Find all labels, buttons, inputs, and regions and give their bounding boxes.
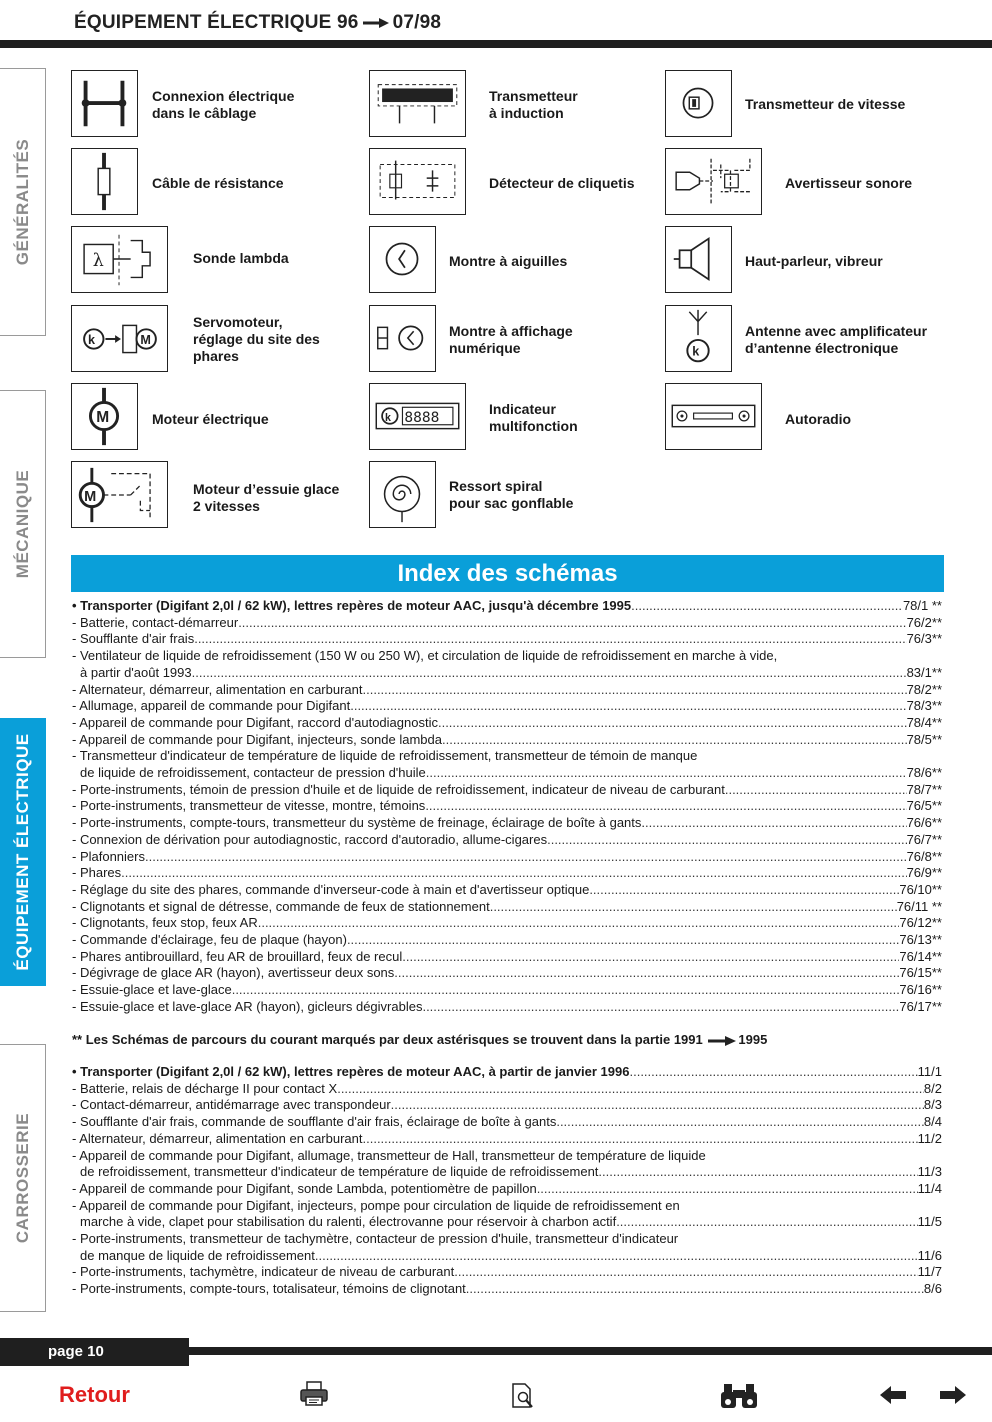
index-entry[interactable] bbox=[72, 1214, 942, 1231]
index-entry[interactable] bbox=[72, 598, 942, 615]
tab-carrosserie[interactable] bbox=[0, 1044, 46, 1312]
tab-label: GÉNÉRALITÉS bbox=[12, 138, 32, 266]
entry-page-ref: 76/11 ** bbox=[896, 898, 942, 914]
index-entry[interactable]: - Ventilateur de liquide de refroidissement (150 W ou 250 W), et circulation de liquide de refroidissement en marche à vide, bbox=[72, 648, 778, 664]
index-entry[interactable]: - Appareil de commande pour Digifant, injecteurs, pompe pour circulation de liquide de refroidissement en bbox=[72, 1197, 680, 1213]
dot-leader bbox=[556, 1114, 924, 1131]
entry-page-ref: 76/9** bbox=[906, 865, 942, 881]
resistor-icon bbox=[71, 148, 138, 215]
entry-title: - Allumage, appareil de commande pour Digifant bbox=[72, 698, 351, 714]
svg-text:8888: 8888 bbox=[404, 408, 440, 426]
zoom-page-icon[interactable] bbox=[510, 1382, 536, 1410]
index-entry[interactable]: - Appareil de commande pour Digifant, allumage, transmetteur de Hall, transmetteur de température de liquide bbox=[72, 1147, 706, 1163]
entry-title: • Transporter (Digifant 2,0l / 62 kW), lettres repères de moteur AAC, à partir de janvier 1996 bbox=[72, 1064, 630, 1079]
dot-leader bbox=[547, 832, 906, 849]
entry-page-ref: 78/3** bbox=[906, 698, 942, 714]
dot-leader bbox=[121, 865, 906, 882]
car-radio-icon bbox=[665, 383, 762, 450]
binoculars-search-icon[interactable] bbox=[720, 1380, 758, 1410]
entry-page-ref: 76/15** bbox=[899, 965, 942, 981]
tab-mecanique[interactable] bbox=[0, 390, 46, 658]
dot-leader bbox=[616, 1214, 917, 1231]
tab-label: MÉCANIQUE bbox=[12, 469, 32, 579]
dot-leader bbox=[598, 1164, 917, 1181]
entry-title: - Appareil de commande pour Digifant, sonde Lambda, potentiomètre de papillon bbox=[72, 1180, 537, 1196]
symbol-label: Détecteur de cliquetis bbox=[489, 175, 635, 191]
dot-leader bbox=[454, 1264, 917, 1281]
svg-text:k: k bbox=[385, 411, 391, 424]
entry-page-ref: 76/6** bbox=[906, 815, 942, 831]
entry-title: - Alternateur, démarreur, alimentation en carburant bbox=[72, 1130, 363, 1146]
dot-leader bbox=[402, 949, 899, 966]
wiper-motor-icon bbox=[71, 461, 168, 528]
page-header bbox=[74, 12, 441, 34]
index-entry[interactable] bbox=[72, 849, 942, 866]
arrow-right-nav-icon[interactable] bbox=[938, 1384, 968, 1406]
index-entry[interactable] bbox=[72, 982, 942, 999]
entry-title: - Alternateur, démarreur, alimentation en carburant bbox=[72, 681, 363, 697]
dot-leader bbox=[238, 615, 906, 632]
entry-page-ref: 8/6 bbox=[923, 1281, 942, 1297]
entry-title: - Appareil de commande pour Digifant, injecteurs, sonde lambda bbox=[72, 731, 442, 747]
entry-page-ref: 8/4 bbox=[923, 1114, 942, 1130]
entry-page-ref: 76/3** bbox=[906, 631, 942, 647]
index-entry[interactable] bbox=[72, 765, 942, 782]
lambda-probe-icon bbox=[71, 226, 168, 293]
index-entry[interactable] bbox=[72, 698, 942, 715]
symbol-label: Câble de résistance bbox=[152, 175, 284, 191]
dot-leader bbox=[490, 899, 897, 916]
svg-text:M: M bbox=[96, 408, 110, 426]
arrow-left-icon[interactable] bbox=[878, 1384, 908, 1406]
entry-page-ref: 11/7 bbox=[917, 1264, 942, 1280]
dot-leader bbox=[315, 1248, 918, 1265]
symbol-label: Ressort spiral pour sac gonflable bbox=[449, 478, 574, 511]
dot-leader bbox=[363, 1131, 918, 1148]
entry-page-ref: 76/14** bbox=[899, 948, 942, 964]
entry-title: - Porte-instruments, compte-tours, transmetteur du système de freinage, éclairage de boîte à gants. bbox=[72, 815, 646, 831]
spiral-spring-icon bbox=[369, 461, 436, 528]
arrow-right-icon bbox=[361, 16, 391, 30]
knock-sensor-icon bbox=[369, 148, 466, 215]
entry-page-ref: 78/2** bbox=[906, 681, 942, 697]
multifunction-indicator-icon bbox=[369, 383, 466, 450]
index-entry[interactable] bbox=[72, 665, 942, 682]
entry-page-ref: 76/16** bbox=[899, 982, 942, 998]
entry-page-ref: 76/13** bbox=[899, 932, 942, 948]
symbol-label: Montre à affichage numérique bbox=[449, 323, 573, 356]
entry-title: - Essuie-glace et lave-glace AR (hayon), gicleurs dégivrables bbox=[72, 998, 423, 1014]
symbol-label: Sonde lambda bbox=[193, 250, 289, 266]
dot-leader bbox=[363, 682, 907, 699]
dot-leader bbox=[438, 715, 907, 732]
index-entry[interactable]: - Transmetteur d'indicateur de température de liquide de refroidissement, transmetteur de témoin de manque bbox=[72, 748, 698, 764]
dot-leader bbox=[631, 598, 903, 615]
dot-leader bbox=[145, 849, 907, 866]
entry-page-ref: 76/7** bbox=[906, 831, 942, 847]
entry-title: - Soufflante d'air frais bbox=[72, 631, 195, 647]
tab-generalites[interactable] bbox=[0, 68, 46, 336]
entry-title: - Plafonniers bbox=[72, 848, 145, 864]
index-section-2 bbox=[72, 1064, 942, 1298]
induction-sender-icon bbox=[369, 70, 466, 137]
entry-page-ref: 76/8** bbox=[906, 848, 942, 864]
entry-title: - Phares antibrouillard, feu AR de brouillard, feux de recul bbox=[72, 948, 403, 964]
footnote-text: ** Les Schémas de parcours du courant marqués par deux astérisques se trouvent dans la partie 1991 bbox=[72, 1032, 703, 1047]
dot-leader bbox=[426, 765, 907, 782]
index-entry[interactable] bbox=[72, 732, 942, 749]
entry-page-ref: 11/2 bbox=[917, 1130, 942, 1146]
entry-page-ref: 78/5** bbox=[906, 731, 942, 747]
dot-leader bbox=[337, 1081, 924, 1098]
entry-page-ref: 8/3 bbox=[923, 1097, 942, 1113]
symbol-label: Haut-parleur, vibreur bbox=[745, 253, 883, 269]
page-number: page 10 bbox=[0, 1338, 189, 1366]
index-entry[interactable] bbox=[72, 1064, 942, 1081]
analog-clock-icon bbox=[369, 226, 436, 293]
entry-page-ref: 76/5** bbox=[906, 798, 942, 814]
symbol-label: Transmetteur de vitesse bbox=[745, 96, 906, 112]
entry-title: - Batterie, relais de décharge II pour contact X bbox=[72, 1080, 338, 1096]
index-entry[interactable] bbox=[72, 915, 942, 932]
footnote bbox=[72, 1032, 767, 1047]
index-entry[interactable] bbox=[72, 1164, 942, 1181]
entry-title: • Transporter (Digifant 2,0l / 62 kW), lettres repères de moteur AAC, jusqu'à décembre 1995 bbox=[72, 598, 632, 613]
tab-label: CARROSSERIE bbox=[12, 1112, 32, 1244]
index-entry[interactable] bbox=[72, 815, 942, 832]
antenna-amplifier-icon bbox=[665, 305, 732, 372]
symbol-label: Avertisseur sonore bbox=[785, 175, 913, 191]
symbol-label: Indicateur multifonction bbox=[489, 401, 578, 434]
index-entry[interactable] bbox=[72, 882, 942, 899]
entry-title: - Réglage du site des phares, commande d'inverseur-code à main et d'avertisseur optique bbox=[72, 881, 590, 897]
index-entry[interactable] bbox=[72, 1114, 942, 1131]
dot-leader bbox=[442, 732, 907, 749]
entry-page-ref: 11/6 bbox=[917, 1247, 942, 1263]
entry-title: - Batterie, contact-démarreur bbox=[72, 614, 239, 630]
symbol-label: Moteur électrique bbox=[152, 411, 269, 427]
index-entry[interactable] bbox=[72, 682, 942, 699]
dot-leader bbox=[645, 815, 907, 832]
dot-leader bbox=[192, 665, 907, 682]
entry-title: - Porte-instruments, tachymètre, indicateur de niveau de carburant bbox=[72, 1264, 455, 1280]
dot-leader bbox=[258, 915, 900, 932]
tab-equipement-electrique[interactable] bbox=[0, 718, 46, 986]
entry-title: de liquide de refroidissement, contacteur de pression d'huile bbox=[80, 765, 426, 781]
entry-page-ref: 76/10** bbox=[899, 881, 942, 897]
svg-text:λ: λ bbox=[92, 250, 104, 271]
index-entry[interactable] bbox=[72, 1248, 942, 1265]
symbol-label: Montre à aiguilles bbox=[449, 253, 568, 269]
connection-symbol-icon bbox=[71, 70, 138, 137]
electric-motor-icon bbox=[71, 383, 138, 450]
entry-page-ref: 76/17** bbox=[899, 998, 942, 1014]
entry-page-ref: 78/1 ** bbox=[902, 598, 942, 613]
entry-page-ref: 78/7** bbox=[906, 781, 942, 797]
dot-leader bbox=[589, 882, 899, 899]
horn-icon bbox=[665, 148, 762, 215]
entry-title: - Soufflante d'air frais, commande de soufflante d'air frais, éclairage de boîte à gants bbox=[72, 1114, 557, 1130]
index-entry[interactable] bbox=[72, 899, 942, 916]
speaker-icon bbox=[665, 226, 732, 293]
symbol-label: Antenne avec amplificateur d’antenne électronique bbox=[745, 323, 928, 356]
entry-page-ref: 76/2** bbox=[906, 614, 942, 630]
svg-text:M: M bbox=[84, 488, 97, 505]
speed-sender-icon bbox=[665, 70, 732, 137]
arrow-right-icon bbox=[706, 1035, 738, 1047]
entry-title: marche à vide, clapet pour stabilisation du ralenti, électrovanne pour réservoir à charbon actif bbox=[80, 1214, 617, 1230]
dot-leader bbox=[466, 1281, 924, 1298]
dot-leader bbox=[725, 782, 907, 799]
index-title: Index des schémas bbox=[71, 555, 944, 592]
entry-title: - Clignotants, feux stop, feux AR bbox=[72, 915, 258, 931]
dot-leader bbox=[629, 1064, 917, 1081]
index-entry[interactable] bbox=[72, 1264, 942, 1281]
symbol-label: Connexion électrique dans le câblage bbox=[152, 88, 295, 121]
entry-title: - Connexion de dérivation pour autodiagnostic, raccord d'autoradio, allume-cigares bbox=[72, 831, 548, 847]
index-entry[interactable] bbox=[72, 715, 942, 732]
entry-title: - Porte-instruments, compte-tours, totalisateur, témoins de clignotant bbox=[72, 1281, 466, 1297]
index-entry[interactable] bbox=[72, 631, 942, 648]
entry-title: - Essuie-glace et lave-glace bbox=[72, 982, 232, 998]
svg-text:M: M bbox=[140, 332, 151, 347]
entry-page-ref: 76/12** bbox=[899, 915, 942, 931]
svg-text:k: k bbox=[87, 332, 95, 347]
index-entry[interactable]: - Porte-instruments, transmetteur de tachymètre, contacteur de pression d'huile, transmetteur d'indicateur bbox=[72, 1231, 679, 1247]
dot-leader bbox=[350, 698, 906, 715]
entry-page-ref: 78/6** bbox=[906, 765, 942, 781]
index-entry[interactable] bbox=[72, 832, 942, 849]
svg-text:k: k bbox=[692, 344, 700, 359]
entry-page-ref: 83/1** bbox=[906, 664, 942, 680]
symbol-label: Transmetteur à induction bbox=[489, 88, 578, 121]
entry-title: - Porte-instruments, transmetteur de vitesse, montre, témoins bbox=[72, 798, 426, 814]
index-entry[interactable] bbox=[72, 1281, 942, 1298]
entry-title: - Contact-démarreur, antidémarrage avec transpondeur bbox=[72, 1097, 391, 1113]
entry-title: - Porte-instruments, témoin de pression d'huile et de liquide de refroidissement, indicateur de niveau de carburant bbox=[72, 781, 725, 797]
index-entry[interactable] bbox=[72, 999, 942, 1016]
dot-leader bbox=[394, 965, 899, 982]
entry-title: - Dégivrage de glace AR (hayon), avertisseur deux sons bbox=[72, 965, 395, 981]
index-entry[interactable] bbox=[72, 865, 942, 882]
index-entry[interactable] bbox=[72, 965, 942, 982]
dot-leader bbox=[194, 631, 906, 648]
digital-clock-icon bbox=[369, 305, 436, 372]
tab-label: ÉQUIPEMENT ÉLECTRIQUE bbox=[12, 733, 32, 971]
header-title-right: 07/98 bbox=[392, 12, 442, 33]
index-entry[interactable] bbox=[72, 1097, 942, 1114]
entry-page-ref: 11/5 bbox=[917, 1214, 942, 1230]
printer-icon[interactable] bbox=[298, 1380, 330, 1408]
entry-title: de manque de liquide de refroidissement bbox=[80, 1247, 315, 1263]
index-entry[interactable] bbox=[72, 615, 942, 632]
symbol-label: Servomoteur, réglage du site des phares bbox=[193, 314, 320, 364]
index-entry[interactable] bbox=[72, 1131, 942, 1148]
retour-link[interactable]: Retour bbox=[59, 1382, 130, 1407]
entry-title: à partir d'août 1993 bbox=[80, 664, 192, 680]
entry-page-ref: 11/1 bbox=[917, 1064, 942, 1079]
index-entry[interactable] bbox=[72, 1081, 942, 1098]
entry-page-ref: 11/3 bbox=[917, 1164, 942, 1180]
entry-page-ref: 11/4 bbox=[917, 1180, 942, 1196]
entry-page-ref: 78/4** bbox=[906, 714, 942, 730]
dot-leader bbox=[422, 999, 899, 1016]
symbol-label: Moteur d’essuie glace 2 vitesses bbox=[193, 481, 340, 514]
index-entry[interactable] bbox=[72, 932, 942, 949]
index-entry[interactable] bbox=[72, 1181, 942, 1198]
index-entry[interactable] bbox=[72, 798, 942, 815]
entry-title: - Commande d'éclairage, feu de plaque (hayon) bbox=[72, 932, 347, 948]
dot-leader bbox=[537, 1181, 918, 1198]
entry-title: - Phares bbox=[72, 865, 122, 881]
servomotor-icon bbox=[71, 305, 168, 372]
entry-title: - Clignotants et signal de détresse, commande de feux de stationnement bbox=[72, 898, 490, 914]
dot-leader bbox=[391, 1097, 924, 1114]
top-rule bbox=[0, 40, 992, 48]
index-entry[interactable] bbox=[72, 782, 942, 799]
dot-leader bbox=[347, 932, 899, 949]
entry-title: - Appareil de commande pour Digifant, raccord d'autodiagnostic bbox=[72, 714, 438, 730]
index-entry[interactable] bbox=[72, 949, 942, 966]
dot-leader bbox=[232, 982, 900, 999]
symbol-label: Autoradio bbox=[785, 411, 852, 427]
dot-leader bbox=[425, 798, 906, 815]
entry-page-ref: 8/2 bbox=[923, 1080, 942, 1096]
footnote-year: 1995 bbox=[738, 1032, 768, 1047]
header-title-left: ÉQUIPEMENT ÉLECTRIQUE 96 bbox=[74, 12, 359, 33]
entry-title: de refroidissement, transmetteur d'indicateur de température de liquide de refroidissement bbox=[80, 1164, 599, 1180]
index-section-1 bbox=[72, 598, 942, 1016]
